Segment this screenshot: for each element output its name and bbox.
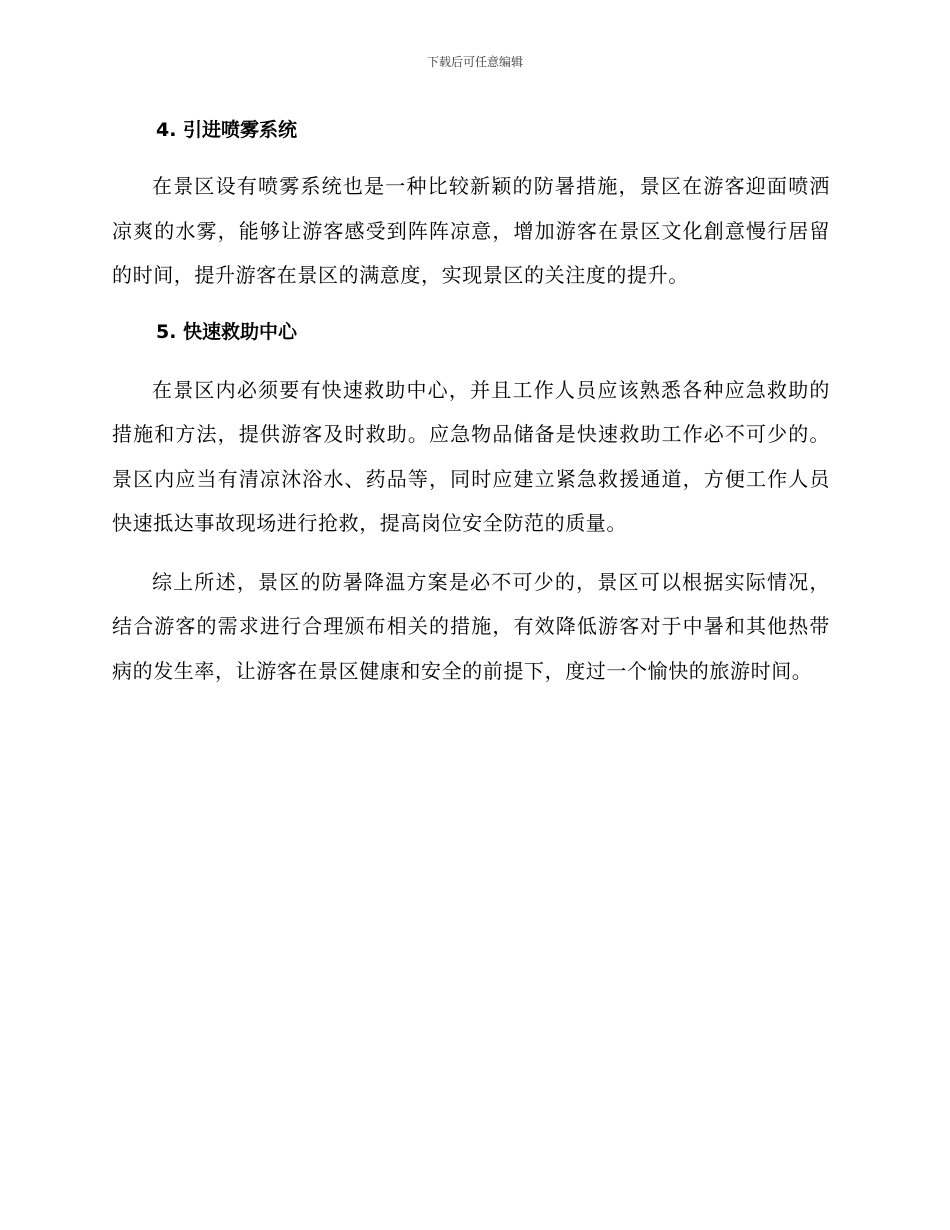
page-header: 下载后可任意编辑 (426, 55, 523, 69)
section-heading-mist-system: 4. 引进喷雾系统 (156, 119, 298, 141)
document-body (112, 108, 830, 693)
paragraph-conclusion: 综上所述，景区的防暑降温方案是必不可少的，景区可以根据实际情况，结合游客的需求进行合理颁布相关的措施，有效降低游客对于中暑和其他热带病的发生率，让游客在景区健康和安全的前提下，度过一个愉快的旅游时间。 (112, 569, 830, 683)
section-heading-rescue-center: 5. 快速救助中心 (156, 320, 298, 343)
paragraph-rescue-center: 在景区内必须要有快速救助中心，并且工作人员应该熟悉各种应急救助的措施和方法，提供游客及时救助。应急物品储备是快速救助工作必不可少的。景区内应当有清凉沐浴水、药品等，同时应建立紧急救援通道，方便工作人员快速抵达事故现场进行抢救，提高岗位安全防范的质量。 (112, 377, 830, 535)
paragraph-mist-system: 在景区设有喷雾系统也是一种比较新颖的防暑措施，景区在游客迎面喷洒凉爽的水雾，能够让游客感受到阵阵凉意，增加游客在景区文化創意慢行居留的时间，提升游客在景区的满意度，实现景区的关注度的提升。 (112, 174, 830, 287)
